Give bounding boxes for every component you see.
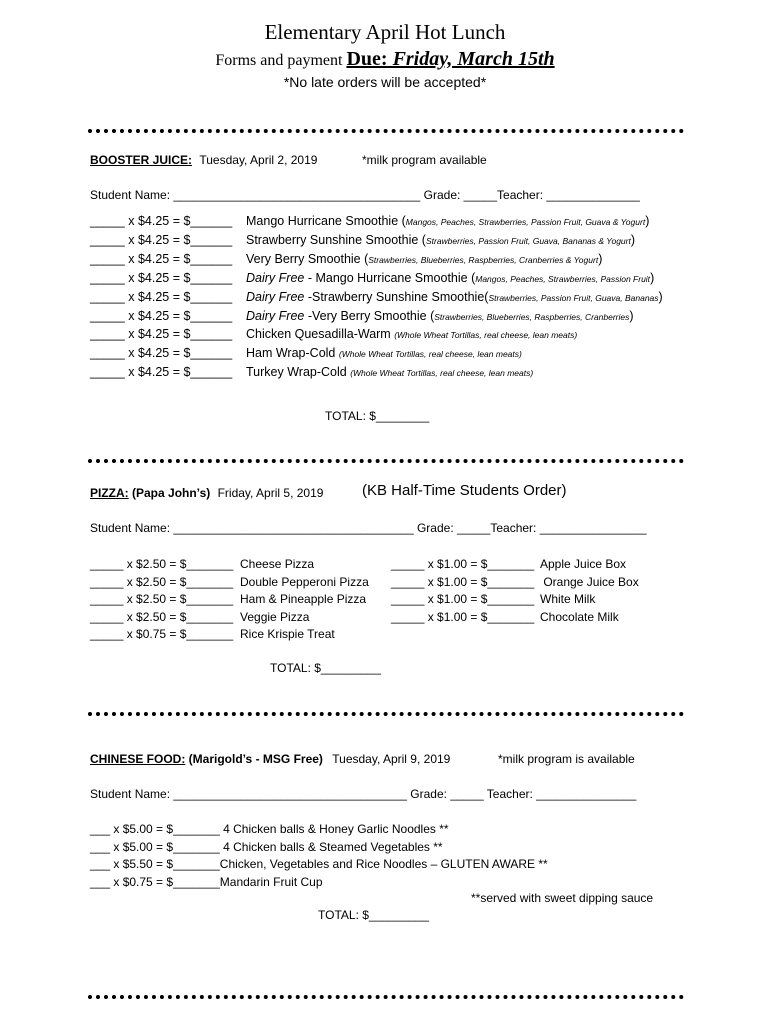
drink-item-qty[interactable]: _____ x $1.00 = $_______ (391, 574, 535, 589)
pizza-item-qty[interactable]: _____ x $2.50 = $_______ (90, 609, 234, 624)
drink-item-name: Apple Juice Box (540, 557, 627, 571)
chinese-item-row[interactable]: ___ x $5.00 = $_______ 4 Chicken balls & Steamed Vegetables ** (90, 839, 443, 854)
booster-item-close: ) (658, 289, 663, 304)
booster-item-desc: Strawberries, Passion Fruit, Guava, Bananas (488, 292, 659, 303)
pizza-item-row[interactable] (90, 575, 369, 589)
pizza-total[interactable]: TOTAL: $_________ (270, 661, 381, 675)
drink-item-row[interactable] (391, 592, 595, 606)
booster-item-desc: Strawberries, Blueberries, Raspberries, Cranberries (434, 311, 630, 322)
booster-item-row[interactable] (90, 214, 649, 228)
booster-item-desc: (Whole Wheat Tortillas, real cheese, lean meats) (338, 349, 522, 360)
booster-milk-note: *milk program available (362, 153, 487, 167)
booster-item-qty[interactable]: _____ x $4.25 = $______ (90, 232, 233, 247)
kb-note: (KB Half-Time Students Order) (362, 482, 567, 499)
booster-item-row[interactable] (90, 365, 533, 379)
booster-item-qty[interactable]: _____ x $4.25 = $______ (90, 346, 233, 361)
due-date: Friday, March 15th (392, 48, 555, 70)
booster-heading: BOOSTER JUICE: (90, 153, 193, 167)
booster-item-desc: (Whole Wheat Tortillas, real cheese, lean meats) (394, 330, 578, 341)
chinese-item-row[interactable]: ___ x $0.75 = $_______Mandarin Fruit Cup (90, 874, 323, 889)
booster-item-name: Strawberry Sunshine Smoothie ( (246, 232, 426, 247)
dairy-free-label: Dairy Free (246, 289, 305, 304)
booster-item-row[interactable] (90, 346, 522, 360)
divider (88, 995, 684, 999)
pizza-heading: PIZZA: (90, 486, 129, 500)
pizza-item-name: Double Pepperoni Pizza (240, 574, 369, 589)
chinese-date: Tuesday, April 9, 2019 (332, 752, 451, 766)
booster-item-row[interactable] (90, 252, 602, 266)
divider (88, 129, 684, 133)
booster-item-desc: Mangos, Peaches, Strawberries, Passion Fruit, Guava & Yogurt (405, 217, 646, 227)
drink-item-row[interactable] (391, 610, 619, 624)
pizza-item-name: Rice Krispie Treat (240, 627, 335, 641)
booster-heading-line (90, 153, 317, 167)
booster-item-row[interactable] (90, 309, 634, 323)
drink-item-row[interactable] (391, 575, 639, 589)
booster-item-row[interactable] (90, 233, 635, 247)
booster-item-qty[interactable]: _____ x $4.25 = $______ (90, 214, 233, 228)
pizza-item-row[interactable] (90, 592, 366, 606)
pizza-item-qty[interactable]: _____ x $2.50 = $_______ (90, 574, 234, 589)
booster-item-desc: Strawberries, Passion Fruit, Guava, Bananas & Yogurt (425, 235, 631, 246)
booster-item-qty[interactable]: _____ x $4.25 = $______ (90, 289, 233, 304)
booster-item-row[interactable] (90, 271, 654, 285)
booster-item-qty[interactable]: _____ x $4.25 = $______ (90, 365, 233, 380)
pizza-item-qty[interactable]: _____ x $2.50 = $_______ (90, 557, 234, 571)
booster-item-close: ) (650, 270, 655, 285)
drink-item-name: Orange Juice Box (540, 574, 639, 589)
dairy-free-label: Dairy Free (246, 270, 305, 285)
chinese-milk-note: *milk program is available (498, 752, 635, 766)
booster-item-qty[interactable]: _____ x $4.25 = $______ (90, 327, 233, 342)
pizza-item-qty[interactable]: _____ x $2.50 = $_______ (90, 592, 234, 606)
pizza-vendor: (Papa John’s) (128, 486, 211, 500)
drink-item-qty[interactable]: _____ x $1.00 = $_______ (391, 609, 535, 624)
pizza-item-qty[interactable]: _____ x $0.75 = $_______ (90, 627, 234, 641)
booster-item-desc: (Whole Wheat Tortillas, real cheese, lean meats) (350, 368, 534, 379)
pizza-item-row[interactable] (90, 557, 314, 571)
pizza-date: Friday, April 5, 2019 (217, 486, 324, 500)
booster-item-desc: Strawberries, Blueberries, Raspberries, Cranberries & Yogurt (368, 254, 599, 265)
pizza-item-name: Ham & Pineapple Pizza (240, 592, 367, 606)
chinese-heading-line (90, 752, 450, 766)
booster-item-name: -Very Berry Smoothie ( (304, 308, 435, 323)
booster-item-name: Very Berry Smoothie ( (246, 251, 369, 266)
booster-item-name: -Strawberry Sunshine Smoothie( (304, 289, 489, 304)
due-label-wrap (346, 48, 554, 70)
chinese-student-line[interactable]: Student Name: ___________________________________ Grade: _____ Teacher: _______________ (90, 787, 637, 801)
booster-total[interactable]: TOTAL: $________ (325, 409, 430, 423)
booster-item-qty[interactable]: _____ x $4.25 = $______ (90, 308, 233, 323)
chinese-item-row[interactable]: ___ x $5.00 = $_______ 4 Chicken balls & Honey Garlic Noodles ** (90, 822, 449, 836)
booster-item-close: ) (630, 232, 636, 247)
late-note: *No late orders will be accepted* (283, 74, 487, 90)
pizza-item-name: Cheese Pizza (240, 557, 315, 571)
pizza-heading-line (90, 486, 323, 500)
drink-item-qty[interactable]: _____ x $1.00 = $_______ (391, 592, 535, 606)
booster-item-desc: Mangos, Peaches, Strawberries, Passion Fruit (475, 273, 651, 284)
pizza-item-row[interactable] (90, 627, 335, 641)
pizza-item-row[interactable] (90, 610, 309, 624)
booster-date: Tuesday, April 2, 2019 (199, 153, 318, 167)
page-title: Elementary April Hot Lunch (264, 20, 506, 44)
booster-item-qty[interactable]: _____ x $4.25 = $______ (90, 270, 233, 285)
booster-item-name: Ham Wrap-Cold (246, 346, 339, 361)
booster-item-row[interactable] (90, 290, 663, 304)
sauce-note: **served with sweet dipping sauce (471, 891, 654, 905)
booster-item-name: Mango Hurricane Smoothie ( (246, 214, 406, 228)
booster-item-row[interactable] (90, 327, 577, 341)
chinese-item-row[interactable]: ___ x $5.50 = $_______Chicken, Vegetables and Rice Noodles – GLUTEN AWARE ** (90, 857, 548, 871)
booster-item-name: Chicken Quesadilla-Warm (246, 327, 395, 342)
drink-item-row[interactable] (391, 557, 626, 571)
booster-item-close: ) (645, 214, 650, 228)
booster-item-name: Turkey Wrap-Cold (246, 365, 351, 380)
booster-item-qty[interactable]: _____ x $4.25 = $______ (90, 251, 233, 266)
pizza-student-line[interactable]: Student Name: ____________________________________ Grade: _____Teacher: ________________ (90, 521, 647, 535)
booster-student-line[interactable]: Student Name: _____________________________________ Grade: _____Teacher: ______________ (90, 188, 640, 202)
chinese-total[interactable]: TOTAL: $_________ (318, 908, 429, 922)
drink-item-name: Chocolate Milk (540, 609, 619, 624)
booster-item-close: ) (598, 251, 603, 266)
chinese-vendor: (Marigold’s - MSG Free) (185, 752, 323, 766)
booster-item-name: - Mango Hurricane Smoothie ( (304, 270, 476, 285)
pizza-item-name: Veggie Pizza (240, 609, 310, 624)
chinese-heading: CHINESE FOOD: (90, 752, 186, 766)
drink-item-name: White Milk (540, 592, 596, 606)
divider (88, 712, 684, 716)
booster-item-close: ) (629, 308, 634, 323)
dairy-free-label: Dairy Free (246, 308, 305, 323)
drink-item-qty[interactable]: _____ x $1.00 = $_______ (391, 557, 535, 571)
due-prefix: Forms and payment (215, 52, 343, 69)
due-label: Due: (346, 48, 388, 70)
due-line (0, 48, 770, 71)
divider (88, 459, 684, 463)
